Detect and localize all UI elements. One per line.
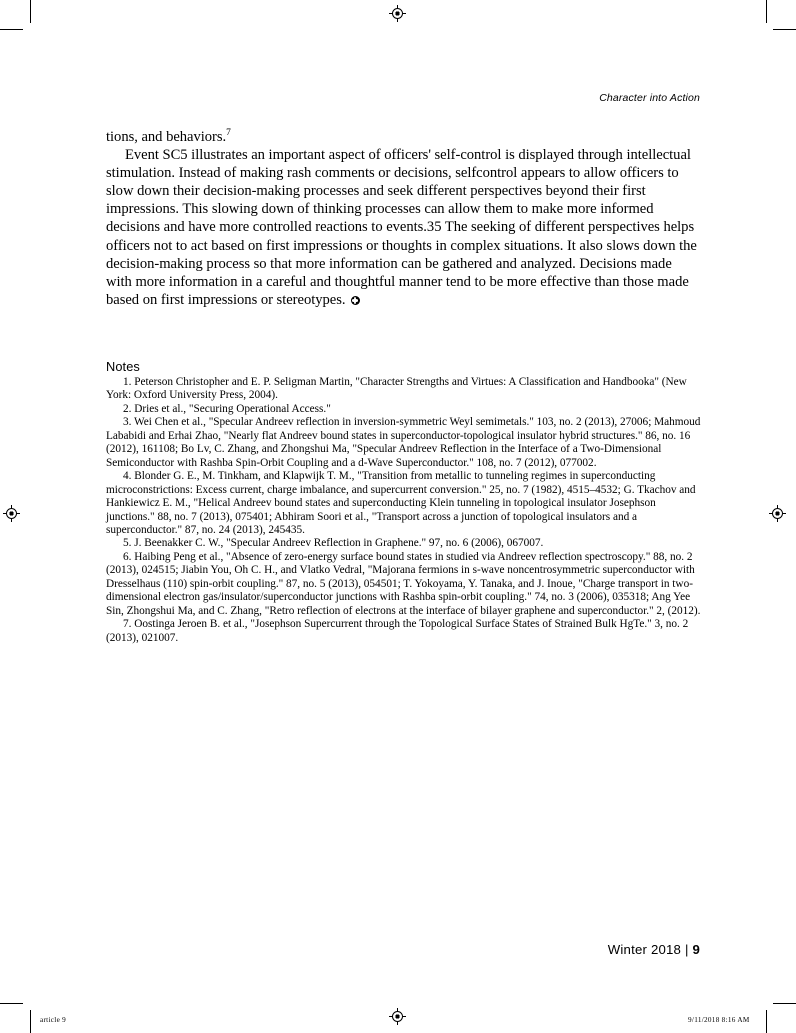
crop-mark-top-left-horizontal [0,29,23,30]
crop-mark-top-right-horizontal [773,29,796,30]
registration-ring [392,8,403,19]
crop-mark-bottom-left-horizontal [0,1003,23,1004]
body-paragraph [106,146,700,309]
registration-target-icon-top [389,5,406,22]
page-footer-folio [106,942,700,957]
running-head: Character into Action [599,92,700,104]
slug-line-right: 9/11/2018 8:16 AM [688,1016,750,1024]
slug-line-left: article 9 [40,1016,67,1024]
body-text-block [106,128,700,309]
crop-mark-top-left-vertical [30,0,31,23]
end-of-article-dingbat-icon [351,296,360,305]
note-item: 1. Peterson Christopher and E. P. Seligman Martin, "Character Strengths and Virtues: A Classification and Handbooka" (New York: Oxford University Press, 2004). [106,376,687,402]
notes-heading: Notes [106,359,140,374]
note-item: 4. Blonder G. E., M. Tinkham, and Klapwijk T. M., "Transition from metallic to tunneling regimes in superconducting microconstrictions: Excess current, charge imbalance, and supercurrent conversion." 25, no. 7 (1982), 4515–4532; G. Tkachov and Hankiewicz E. M., "Helical Andreev bound states and superconducting Klein tunneling in topological insulator Josephson junctions." 88, no. 7 (2013), 075401; Abhiram Soori et al., "Transport across a junction of topological insulators and a superconductor." 87, no. 24 (2013), 245435. [106,470,696,536]
body-paragraph-text: Event SC5 illustrates an important aspect of officers' self-control is displayed through intellectual stimulation. Instead of making rash comments or decisions, selfcontrol appears to allow officers to slow down their decision-making processes and seek different perspectives beyond their first impressions. This slowing down of thinking processes can allow them to make more informed decisions and have more controlled reactions to events.35 The seeking of different perspectives helps officers not to act based on first impressions or thoughts in complex situations. It also slows down the decision-making process so that more information can be gathered and analyzed. Decisions made with more information in a careful and thoughtful manner tend to be more effective than those made based on first impressions or stereotypes. [106,147,697,308]
footnote-reference-7: 7 [226,128,231,139]
crop-mark-bottom-right-vertical [766,1010,767,1033]
folio-page-number: 9 [692,942,700,957]
registration-ring [6,508,17,519]
crop-mark-bottom-right-horizontal [773,1003,796,1004]
folio-issue-label: Winter 2018 | [607,942,689,957]
registration-target-icon-right [769,505,786,522]
crop-mark-bottom-left-vertical [30,1010,31,1033]
note-item: 3. Wei Chen et al., "Specular Andreev reflection in inversion-symmetric Weyl semimetals." 103, no. 2 (2013), 27006; Mahmoud Lababidi and Erhai Zhao, "Nearly flat Andreev bound states in superconductor-topological insulator hybrid structures." 86, no. 16 (2012), 161108; Bo Lv, C. Zhang, and Zhongshui Ma, "Specular Andreev Reflection in the Interface of a Two-Dimensional Semiconductor with Rashba Spin-Orbit Coupling and a d-Wave Superconductor." 108, no. 7 (2012), 077002. [106,416,701,469]
note-item: 2. Dries et al., "Securing Operational Access." [123,402,331,415]
notes-list [106,376,702,645]
registration-ring [772,508,783,519]
registration-ring [392,1011,403,1022]
registration-target-icon-left [3,505,20,522]
continuation-line [106,128,700,146]
note-item: 5. J. Beenakker C. W., "Specular Andreev Reflection in Graphene." 97, no. 6 (2006), 067007. [123,537,544,550]
note-item: 7. Oostinga Jeroen B. et al., "Josephson Supercurrent through the Topological Surface States of Strained Bulk HgTe." 3, no. 2 (2013), 021007. [106,618,689,644]
continuation-text: tions, and behaviors. [106,129,227,145]
registration-target-icon-bottom [389,1008,406,1025]
note-item: 6. Haibing Peng et al., "Absence of zero-energy surface bound states in studied via Andreev reflection spectroscopy." 88, no. 2 (2013), 024515; Jiabin You, Oh C. H., and Vlatko Vedral, "Majorana fermions in s-wave noncentrosymmetric superconductor with Dresselhaus (110) spin-orbit coupling." 87, no. 5 (2013), 054501; T. Yokoyama, Y. Tanaka, and J. Inoue, "Charge transport in two-dimensional electron gas/insulator/superconductor junctions with Rashba spin-orbit coupling." 74, no. 3 (2006), 035318; Ang Yee Sin, Zhongshui Ma, and C. Zhang, "Retro reflection of electrons at the interface of bilayer graphene and superconductor." 2, (2012). [106,550,701,617]
crop-mark-top-right-vertical [766,0,767,23]
